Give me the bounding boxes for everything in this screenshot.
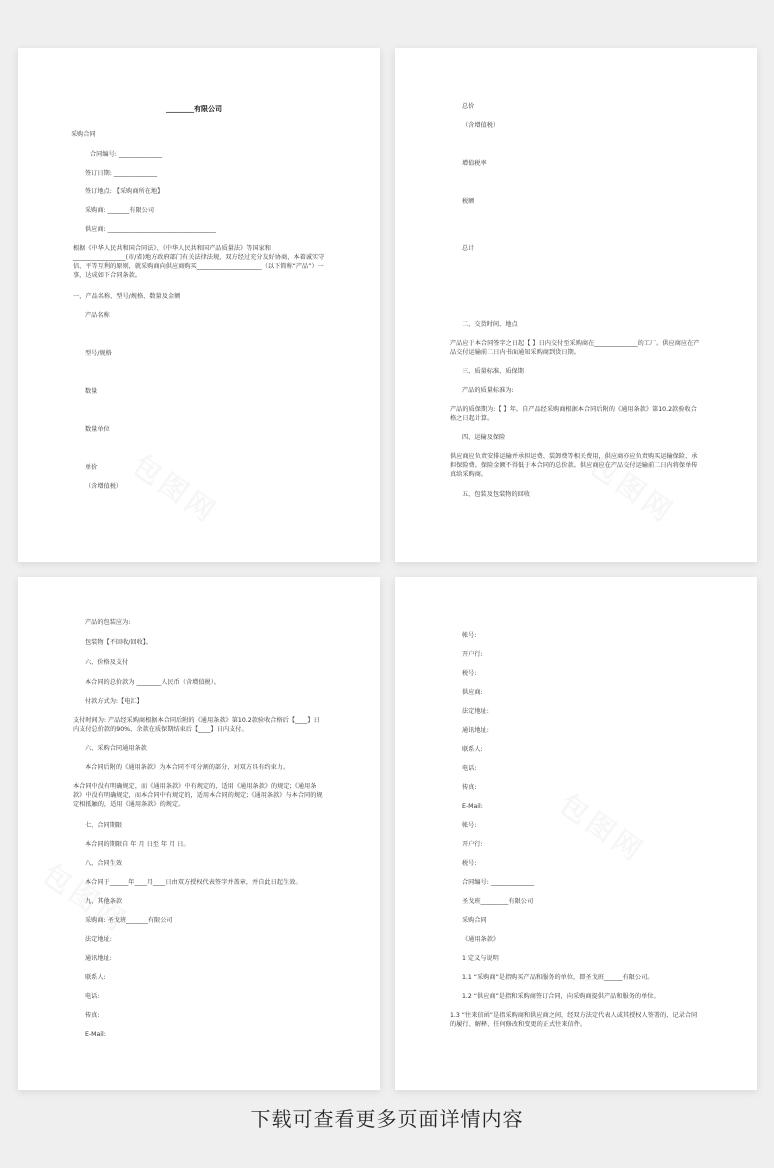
section-heading: 一、产品名称、型号/规格、数量及金额	[73, 293, 181, 300]
field-line: 供应商:	[462, 689, 483, 696]
field-line: 签订日期: ______________	[85, 170, 158, 177]
field-line: 传真:	[462, 784, 477, 791]
field-line: 法定地址:	[462, 708, 489, 715]
field-line: 本合同后附的《通用条款》为本合同不可分割的部分，对双方具有约束力。	[85, 764, 290, 771]
field-line: 帐号:	[462, 822, 477, 829]
field-line: 付款方式为:【电汇】	[85, 698, 143, 705]
doc-heading: 《通用条款》	[462, 936, 500, 943]
paragraph: 1.3 “往来信函”是指采购商和供应商之间，经双方法定代表人或其授权人签署的，记录合同的履行、解释、任何修改和变更的正式往来信件。	[450, 1012, 698, 1028]
field-line: 本合同的总价款为 ________人民币（含增值税）。	[85, 679, 220, 686]
field-line: 圣戈班_________有限公司	[462, 898, 534, 905]
field-line: 签订地点: 【采购商所在地】	[85, 188, 164, 195]
table-label: 型号/规格	[85, 350, 112, 357]
field-line: 帐号:	[462, 632, 477, 639]
company-title: ________有限公司	[166, 105, 222, 113]
field-line: 供应商: ___________________________________	[85, 226, 216, 233]
field-line: 传真:	[85, 1012, 100, 1019]
paragraph: 本合同中没有明确规定，而《通用条款》中有规定的，适用《通用条款》的规定;《通用条款》中没有明确规定，而本合同中有规定的，适用本合同的规定;《通用条款》与本合同的规定相抵触的，适用《通用条款》的规定。	[73, 783, 323, 808]
paragraph: 支付时间为: 产品经采购商根据本合同后附的《通用条款》第10.2款验收合格后【____】日内支付总价款的90%，余款在质保期结束后【____】日内支付。	[73, 717, 320, 733]
field-line: E-Mail:	[85, 1031, 106, 1038]
field-line: 税号:	[462, 860, 477, 867]
section-heading: 六、采购合同通用条款	[85, 745, 147, 752]
download-more-caption: 下载可查看更多页面详情内容	[250, 1107, 524, 1131]
document-page-3	[18, 577, 380, 1090]
section-heading: 三、质量标准、质保期	[462, 368, 524, 375]
field-line: 合同编号: ______________	[462, 879, 535, 886]
table-label: 单价	[85, 464, 98, 471]
section-heading: 四、运输及保险	[462, 434, 506, 441]
field-line: 包装物【不回收/回收】。	[85, 639, 153, 646]
field-line: 联系人:	[85, 974, 106, 981]
field-line: 法定地址:	[85, 936, 112, 943]
table-label: 税额	[462, 198, 475, 205]
paragraph: 根据《中华人民共和国合同法》、《中华人民共和国产品质量法》等国家和_________________(市/省)地方政府部门有关法律法规，双方经过充分友好协商，本着诚实守信、平等互利的原则，就采购商向供应商购买_____________________（以下简称“产品”）一事，达成如下合同条款。	[73, 245, 325, 279]
field-line: 通讯地址:	[85, 955, 112, 962]
field-line: 通讯地址:	[462, 727, 489, 734]
table-label: 增值税率	[462, 160, 487, 167]
field-line: 本合同于______年____月____日由双方授权代表签字并盖章，并自此日起生效。	[85, 879, 302, 886]
section-heading: 二、交货时间、地点	[462, 321, 518, 328]
field-line: 产品的质量标准为:	[462, 387, 514, 394]
field-line: 电话:	[85, 993, 100, 1000]
field-line: 开户行:	[462, 651, 483, 658]
field-line: 采购商: 圣戈班_______有限公司	[85, 917, 173, 924]
field-line: 产品的包装应为:	[85, 619, 131, 626]
paragraph: 供应商应负责安排运输并承担运费、装卸费等相关费用，供应商亦应负责购买运输保险、承担保险费。保险金额不得低于本合同的总价款。供应商应在产品交付运输前二日内将保单传真给采购商。	[450, 453, 698, 478]
field-line: 税号:	[462, 670, 477, 677]
clause-line: 1.1 “采购商”是指购买产品和服务的单位，即圣戈班______有限公司。	[462, 974, 654, 981]
document-page-1	[18, 48, 380, 562]
paragraph: 产品应于本合同签字之日起【 】日内交付至采购商在______________的工厂。供应商应在产品交付运输前二日内书面通知采购商到货日期。	[450, 340, 700, 356]
field-line: 本合同的期限自 年 月 日至 年 月 日。	[85, 841, 190, 848]
paragraph: 产品的质保期为:【 】年。自产品经采购商根据本合同后附的《通用条款》第10.2款验收合格之日起计算。	[450, 406, 697, 422]
section-heading: 六、价格及支付	[85, 659, 129, 666]
field-line: E-Mail:	[462, 803, 483, 810]
document-page-4	[395, 577, 757, 1090]
table-label: （含增值税）	[462, 122, 500, 129]
section-heading: 七、合同期限	[85, 822, 123, 829]
section-heading: 八、合同生效	[85, 860, 123, 867]
table-label: 产品名称	[85, 312, 110, 319]
document-page-2	[395, 48, 757, 562]
section-heading: 五、包装及包装物的回收	[462, 491, 531, 498]
doc-heading: 采购合同	[71, 131, 96, 138]
field-line: 开户行:	[462, 841, 483, 848]
section-heading: 九、其他条款	[85, 898, 123, 905]
table-label: 总计	[462, 245, 475, 252]
table-label: 数量单位	[85, 426, 110, 433]
doc-heading: 采购合同	[462, 917, 487, 924]
table-label: 总价	[462, 103, 475, 110]
field-line: 电话:	[462, 765, 477, 772]
field-line: 采购商: _______有限公司	[85, 207, 155, 214]
field-line: 联系人:	[462, 746, 483, 753]
watermark	[125, 444, 227, 532]
field-line: 合同编号: ______________	[90, 151, 163, 158]
table-label: 数量	[85, 388, 98, 395]
clause-line: 1.2 “供应商”是指和采购商签订合同，向采购商提供产品和服务的单位。	[462, 993, 660, 1000]
watermark	[552, 783, 654, 871]
section-heading: 1 定义与说明	[462, 955, 499, 962]
table-label: （含增值税）	[85, 483, 123, 490]
